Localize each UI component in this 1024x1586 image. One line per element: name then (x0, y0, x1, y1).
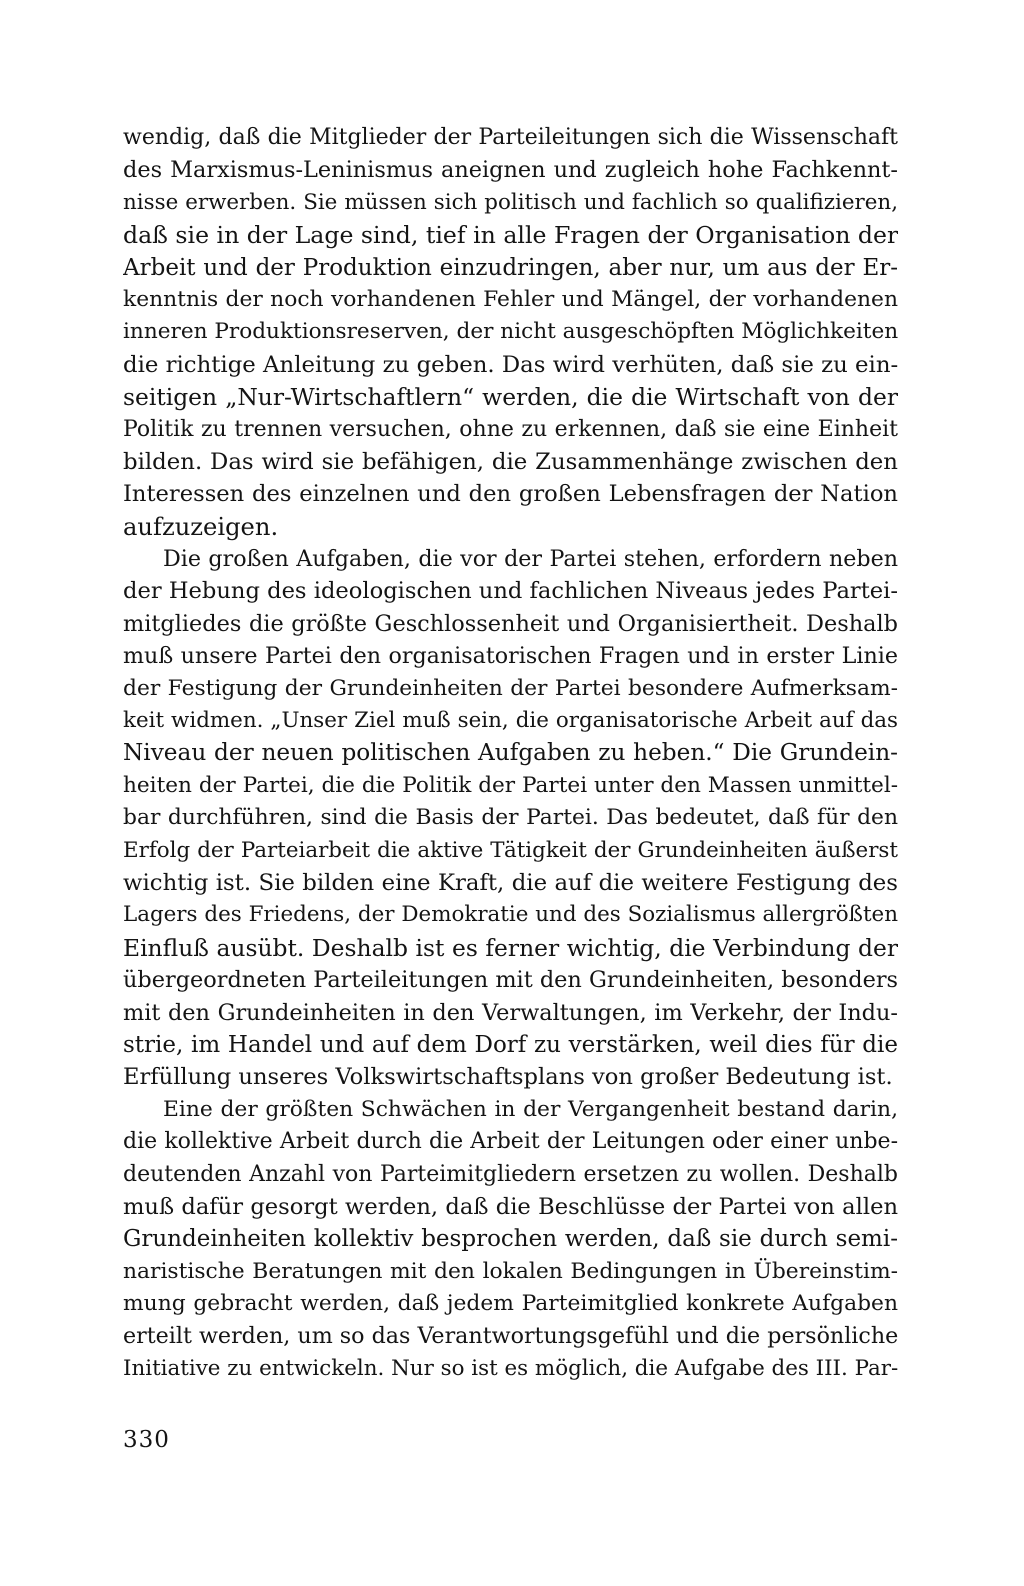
paragraph-start-line: Eine der größten Schwächen in der Vergangenheit bestand darin, (163, 1096, 898, 1122)
text-line: Initiative zu entwickeln. Nur so ist es möglich, die Aufgabe des III. Par- (123, 1355, 898, 1381)
text-line: übergeordneten Parteileitungen mit den Grundeinheiten, besonders (123, 967, 898, 994)
text-line: Arbeit und der Produktion einzudringen, aber nur, um aus der Er- (123, 254, 898, 281)
text-line: mit den Grundeinheiten in den Verwaltungen, im Verkehr, der Indu- (123, 999, 898, 1026)
text-line: Interessen des einzelnen und den großen Lebensfragen der Nation (123, 481, 898, 508)
text-line: Einfluß ausübt. Deshalb ist es ferner wichtig, die Verbindung der (123, 933, 898, 962)
text-line: bilden. Das wird sie befähigen, die Zusammenhänge zwischen den (123, 448, 898, 475)
text-line: die richtige Anleitung zu geben. Das wird verhüten, daß sie zu ein- (123, 351, 898, 378)
text-line: kenntnis der noch vorhandenen Fehler und Mängel, der vorhandenen (123, 286, 898, 312)
body-text (123, 122, 898, 1385)
text-line: mung gebracht werden, daß jedem Parteimitglied konkrete Aufgaben (123, 1291, 898, 1317)
text-line: der Festigung der Grundeinheiten der Partei besondere Aufmerksam- (123, 675, 898, 701)
text-line: Lagers des Friedens, der Demokratie und des Sozialismus allergrößten (123, 902, 898, 928)
page-number: 330 (123, 1427, 170, 1453)
text-line: strie, im Handel und auf dem Dorf zu verstärken, weil dies für die (123, 1031, 898, 1058)
text-line: wichtig ist. Sie bilden eine Kraft, die auf die weitere Festigung des (123, 869, 898, 896)
text-line: wendig, daß die Mitglieder der Parteileitungen sich die Wissenschaft (123, 125, 898, 150)
text-line: seitigen „Nur-Wirtschaftlern“ werden, die die Wirtschaft von der (123, 383, 898, 412)
text-line: muß unsere Partei den organisatorischen Fragen und in erster Linie (123, 643, 898, 670)
text-line: keit widmen. „Unser Ziel muß sein, die organisatorische Arbeit auf das (123, 708, 898, 734)
text-line: Politik zu trennen versuchen, ohne zu erkennen, daß sie eine Einheit (123, 416, 898, 442)
text-line: aufzuzeigen. (123, 512, 279, 541)
text-line: naristische Beratungen mit den lokalen Bedingungen in Übereinstim- (123, 1258, 898, 1284)
text-line: Erfüllung unseres Volkswirtschaftsplans von großer Bedeutung ist. (123, 1064, 893, 1091)
text-line: der Hebung des ideologischen und fachlichen Niveaus jedes Partei- (123, 578, 898, 605)
text-line: bar durchführen, sind die Basis der Partei. Das bedeutet, daß für den (123, 805, 898, 831)
text-line: nisse erwerben. Sie müssen sich politisch und fachlich so qualifizieren, (123, 189, 898, 215)
text-line: des Marxismus-Leninismus aneignen und zugleich hohe Fachkennt- (123, 157, 898, 184)
text-line: heiten der Partei, die die Politik der Partei unter den Massen unmittel- (123, 772, 898, 798)
text-line: deutenden Anzahl von Parteimitgliedern ersetzen zu wollen. Deshalb (123, 1161, 898, 1187)
text-line: muß dafür gesorgt werden, daß die Beschlüsse der Partei von allen (123, 1193, 898, 1220)
paragraph-start-line: Die großen Aufgaben, die vor der Partei stehen, erfordern neben (163, 546, 898, 573)
text-line: inneren Produktionsreserven, der nicht ausgeschöpften Möglichkeiten (123, 319, 898, 345)
text-line: Erfolg der Parteiarbeit die aktive Tätigkeit der Grundeinheiten äußerst (123, 837, 898, 863)
text-line: daß sie in der Lage sind, tief in alle Fragen der Organisation der (123, 221, 898, 250)
text-line: Grundeinheiten kollektiv besprochen werden, daß sie durch semi- (123, 1226, 898, 1253)
text-line: Niveau der neuen politischen Aufgaben zu heben.“ Die Grundein- (123, 739, 898, 767)
text-line: erteilt werden, um so das Verantwortungsgefühl und die persönliche (123, 1323, 898, 1350)
text-line: mitgliedes die größte Geschlossenheit und Organisiertheit. Deshalb (123, 610, 898, 637)
text-line: die kollektive Arbeit durch die Arbeit der Leitungen oder einer unbe- (123, 1129, 898, 1155)
